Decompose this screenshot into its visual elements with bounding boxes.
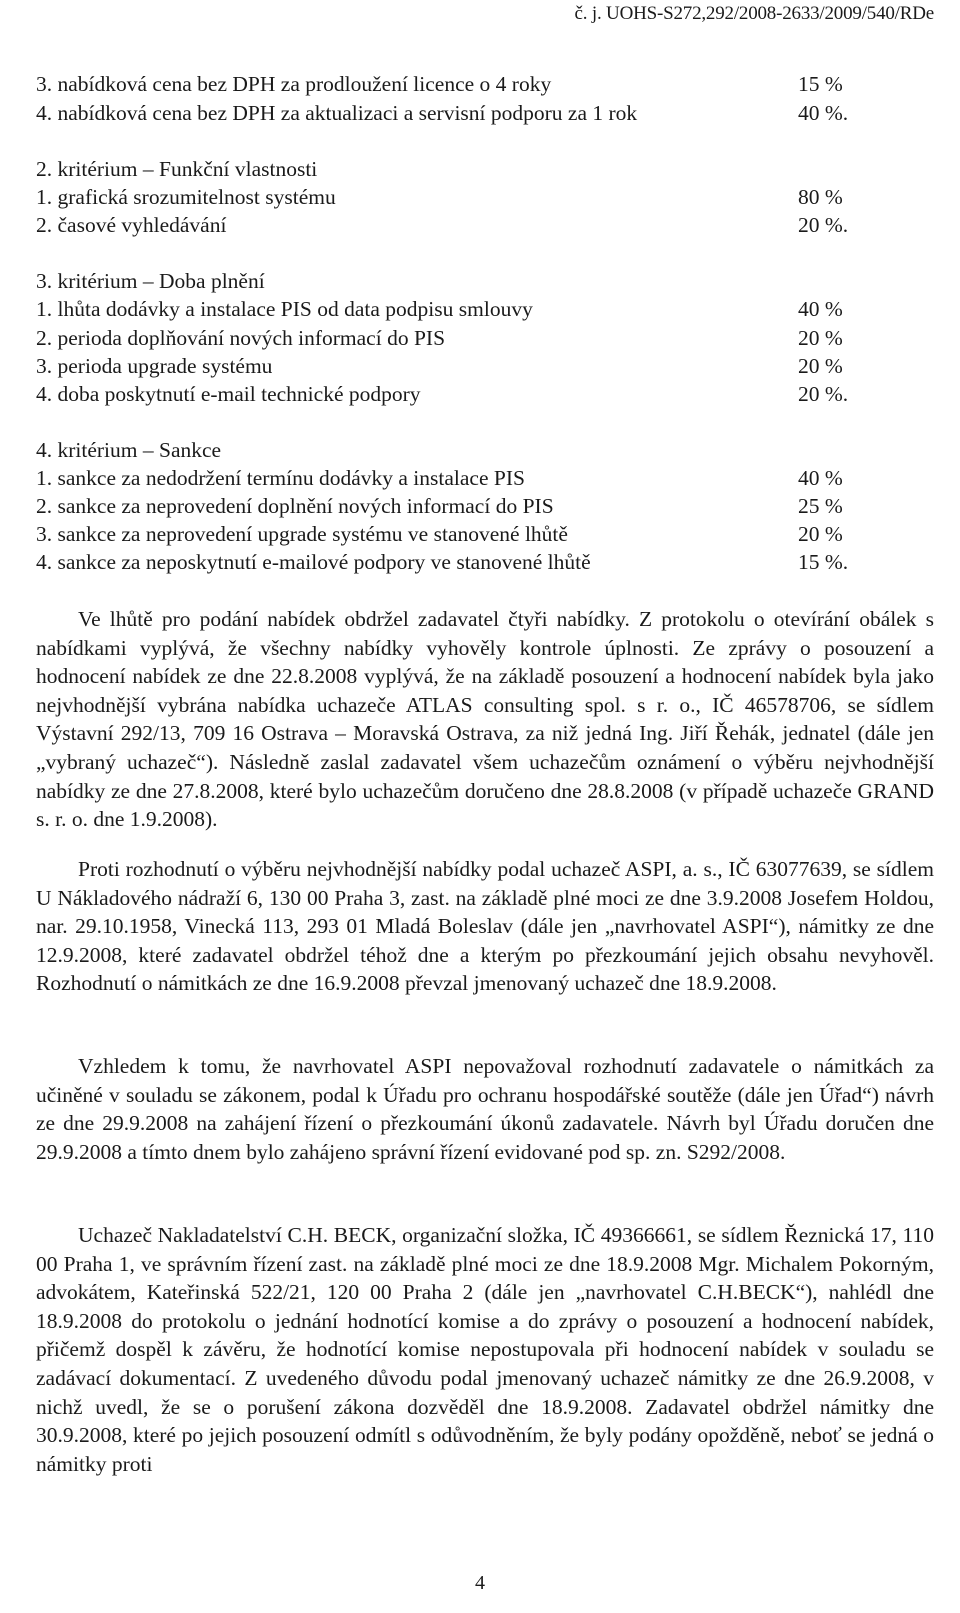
- page-number: 4: [475, 1572, 485, 1594]
- criteria-percent: 40 %: [798, 297, 843, 321]
- paragraph: [36, 855, 934, 998]
- criteria-text: 3. nabídková cena bez DPH za prodloužení licence o 4 roky: [36, 72, 552, 96]
- criteria-percent: 20 %: [798, 354, 843, 378]
- criteria-text: 4. kritérium – Sankce: [36, 438, 222, 462]
- paragraph: [36, 1052, 934, 1166]
- criteria-text: 4. nabídková cena bez DPH za aktualizaci a servisní podporu za 1 rok: [36, 101, 638, 125]
- criteria-text: 1. grafická srozumitelnost systému: [36, 185, 336, 209]
- criteria-text: 1. lhůta dodávky a instalace PIS od data podpisu smlouvy: [36, 297, 533, 321]
- criteria-text: 4. doba poskytnutí e-mail technické podpory: [36, 382, 421, 406]
- criteria-percent: 15 %: [798, 72, 843, 96]
- criteria-text: 4. sankce za neposkytnutí e-mailové podpory ve stanovené lhůtě: [36, 550, 591, 574]
- criteria-text: 3. sankce za neprovedení upgrade systému ve stanovené lhůtě: [36, 522, 568, 546]
- criteria-text: 3. kritérium – Doba plnění: [36, 269, 265, 293]
- criteria-percent: 40 %.: [798, 101, 849, 125]
- paragraph-text: Vzhledem k tomu, že navrhovatel ASPI nepovažoval rozhodnutí zadavatele o námitkách za učiněné v souladu se zákonem, podal k Úřadu pro ochranu hospodářské soutěže (dále jen Úřad“) návrh ze dne 29.9.2008 na zahájení řízení o přezkoumání úkonů zadavatele. Návrh byl Úřadu doručen dne 29.9.2008 a tímto dnem bylo zahájeno správní řízení evidované pod sp. zn. S292/2008.: [36, 1054, 934, 1164]
- criteria-percent: 15 %.: [798, 550, 849, 574]
- criteria-text: 2. kritérium – Funkční vlastnosti: [36, 157, 318, 181]
- criteria-percent: 20 %: [798, 326, 843, 350]
- criteria-text: 2. sankce za neprovedení doplnění nových informací do PIS: [36, 494, 554, 518]
- criteria-text: 1. sankce za nedodržení termínu dodávky a instalace PIS: [36, 466, 525, 490]
- criteria-percent: 20 %: [798, 522, 843, 546]
- criteria-percent: 20 %.: [798, 382, 849, 406]
- criteria-percent: 80 %: [798, 185, 843, 209]
- criteria-percent: 20 %.: [798, 213, 849, 237]
- paragraph: [36, 605, 934, 834]
- paragraph-text: Proti rozhodnutí o výběru nejvhodnější nabídky podal uchazeč ASPI, a. s., IČ 63077639, se sídlem U Nákladového nádraží 6, 130 00 Praha 3, zast. na základě plné moci ze dne 3.9.2008 Josefem Holdou, nar. 29.10.1958, Vinecká 113, 293 01 Mladá Boleslav (dále jen „navrhovatel ASPI“), námitky ze dne 12.9.2008, které zadavatel obdržel téhož dne a kterým po přezkoumání jejich obsahu nevyhověl. Rozhodnutí o námitkách ze dne 16.9.2008 převzal jmenovaný uchazeč dne 18.9.2008.: [36, 857, 934, 996]
- criteria-text: 3. perioda upgrade systému: [36, 354, 273, 378]
- criteria-percent: 40 %: [798, 466, 843, 490]
- paragraph-text: Uchazeč Nakladatelství C.H. BECK, organizační složka, IČ 49366661, se sídlem Řeznická 17, 110 00 Praha 1, ve správním řízení zast. na základě plné moci ze dne 18.9.2008 Mgr. Michalem Pokorným, advokátem, Kateřinská 522/21, 120 00 Praha 2 (dále jen „navrhovatel C.H.BECK“), nahlédl dne 18.9.2008 do protokolu o jednání hodnotící komise a do zprávy o posouzení a hodnocení nabídek, přičemž dospěl k závěru, že hodnotící komise nepostupovala při hodnocení nabídek v souladu se zadávací dokumentací. Z uvedeného důvodu podal jmenovaný uchazeč námitky ze dne 26.9.2008, v nichž uvedl, že se o porušení zákona dozvěděl dne 18.9.2008. Zadavatel obdržel námitky dne 30.9.2008, které po jejich posouzení odmítl s odůvodněním, že byly podány opožděně, neboť se jedná o námitky proti: [36, 1223, 934, 1476]
- criteria-text: 2. perioda doplňování nových informací do PIS: [36, 326, 446, 350]
- paragraph-text: Ve lhůtě pro podání nabídek obdržel zadavatel čtyři nabídky. Z protokolu o otevírání obálek s nabídkami vyplývá, že všechny nabídky vyhověly kontrole úplnosti. Ze zprávy o posouzení a hodnocení nabídek ze dne 22.8.2008 vyplývá, že na základě posouzení a hodnocení nabídek byla jako nejvhodnější vybrána nabídka uchazeče ATLAS consulting spol. s r. o., IČ 46578706, se sídlem Výstavní 292/13, 709 16 Ostrava – Moravská Ostrava, za niž jedná Ing. Jiří Řehák, jednatel (dále jen „vybraný uchazeč“). Následně zaslal zadavatel všem uchazečům oznámení o výběru nejvhodnější nabídky ze dne 27.8.2008, které bylo uchazečům doručeno dne 28.8.2008 (v případě uchazeče GRAND s. r. o. dne 1.9.2008).: [36, 607, 934, 832]
- criteria-percent: 25 %: [798, 494, 843, 518]
- paragraph: [36, 1221, 934, 1478]
- criteria-text: 2. časové vyhledávání: [36, 213, 227, 237]
- document-reference-header: č. j. UOHS-S272,292/2008-2633/2009/540/RDe: [574, 3, 934, 24]
